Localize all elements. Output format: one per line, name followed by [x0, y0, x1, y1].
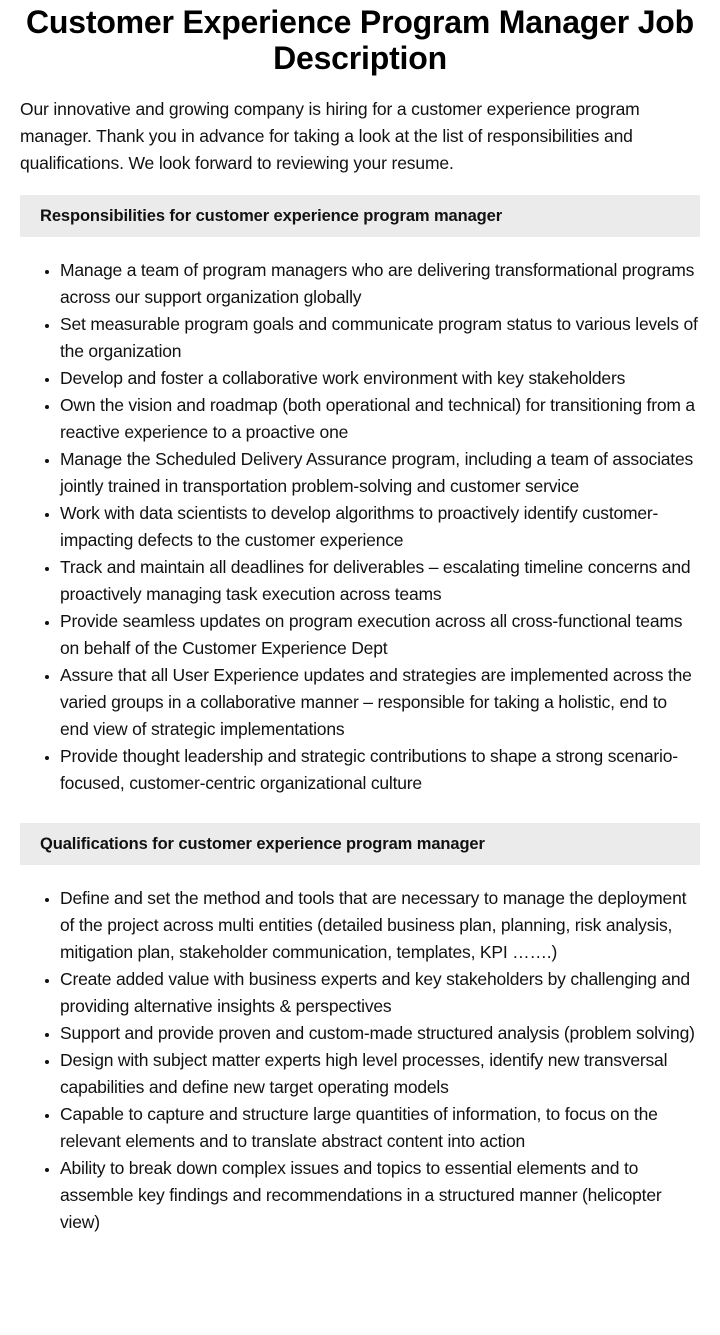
intro-paragraph: Our innovative and growing company is hiring for a customer experience program manager. Thank you in advance for taking a look at the list of responsibilities and qualifications. We look forward to reviewing your resume.: [20, 99, 640, 173]
list-item: • Manage a team of program managers who are delivering transformational programs across our support organization globally: [60, 257, 700, 311]
list-item: • Design with subject matter experts high level processes, identify new transversal capabilities and define new target operating models: [60, 1047, 700, 1101]
list-item: • Own the vision and roadmap (both operational and technical) for transitioning from a reactive experience to a proactive one: [60, 392, 700, 446]
list-item: • Capable to capture and structure large quantities of information, to focus on the relevant elements and to translate abstract content into action: [60, 1101, 700, 1155]
list-item: • Provide seamless updates on program execution across all cross-functional teams on behalf of the Customer Experience Dept: [60, 608, 700, 662]
list-item: • Work with data scientists to develop algorithms to proactively identify customer-impacting defects to the customer experience: [60, 500, 700, 554]
list-item: • Create added value with business experts and key stakeholders by challenging and providing alternative insights & perspectives: [60, 966, 700, 1020]
list-item: • Support and provide proven and custom-made structured analysis (problem solving): [60, 1020, 700, 1047]
list-item: • Manage the Scheduled Delivery Assurance program, including a team of associates jointly trained in transportation problem-solving and customer service: [60, 446, 700, 500]
qualifications-heading: Qualifications for customer experience program manager: [20, 823, 700, 865]
list-item: • Ability to break down complex issues and topics to essential elements and to assemble key findings and recommendations in a structured manner (helicopter view): [60, 1155, 700, 1236]
list-item: • Set measurable program goals and communicate program status to various levels of the organization: [60, 311, 700, 365]
list-item: • Define and set the method and tools that are necessary to manage the deployment of the project across multi entities (detailed business plan, planning, risk analysis, mitigation plan, stakeholder communication, templates, KPI …….): [60, 885, 700, 966]
list-item: • Assure that all User Experience updates and strategies are implemented across the varied groups in a collaborative manner – responsible for taking a holistic, end to end view of strategic implementations: [60, 662, 700, 743]
responsibilities-list: [20, 257, 700, 797]
list-item: • Provide thought leadership and strategic contributions to shape a strong scenario-focused, customer-centric organizational culture: [60, 743, 700, 797]
page-title: Customer Experience Program Manager Job Description: [26, 4, 694, 76]
list-item: • Develop and foster a collaborative work environment with key stakeholders: [60, 365, 700, 392]
responsibilities-heading: Responsibilities for customer experience program manager: [20, 195, 700, 237]
qualifications-list: [20, 885, 700, 1236]
list-item: • Track and maintain all deadlines for deliverables – escalating timeline concerns and proactively managing task execution across teams: [60, 554, 700, 608]
